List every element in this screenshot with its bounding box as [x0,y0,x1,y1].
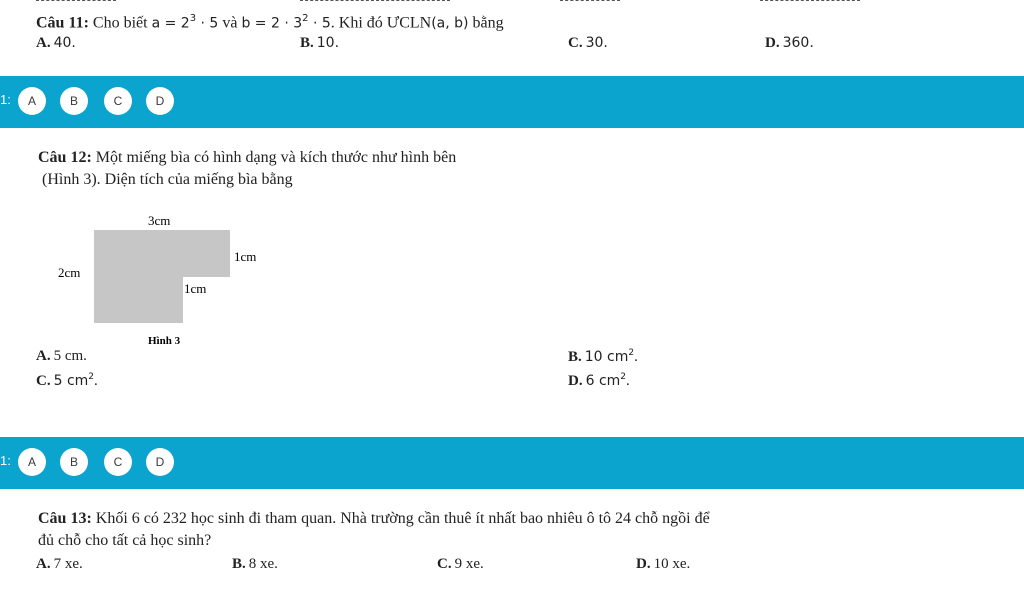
q12-option-c: C. 5 $cm^2$. [36,372,98,389]
figure-label-inner: 1cm [184,281,207,296]
q12-option-a: A. 5 cm. [36,348,87,364]
answer-choice-b[interactable]: B [60,448,88,476]
l-shape [94,230,230,323]
question-12-label: Câu 12: [38,149,92,166]
q11-option-d: D. 360. [765,35,814,51]
q12-option-d: D. 6 $cm^2$. [568,372,630,389]
figure-label-left: 2cm [58,265,81,280]
top-cutoff-line [36,0,116,4]
answer-choice-c[interactable]: C [104,448,132,476]
answer-choice-d[interactable]: D [146,448,174,476]
q12-option-b: B. 10 $cm^2$. [568,348,638,365]
figure-label-right: 1cm [234,249,257,264]
question-13-label: Câu 13: [38,510,92,527]
band-prefix: 1: [0,92,11,107]
top-cutoff-line [760,0,860,4]
question-13-line-1: Câu 13: Khối 6 có 232 học sinh đi tham quan. Nhà trường cần thuê ít nhất bao nhiêu ô tô 24 chỗ ngồi để [38,510,710,527]
answer-band-1 [0,76,1024,128]
q11-option-a: A. 40. [36,35,76,51]
figure-label-top: 3cm [148,213,171,228]
top-cutoff-line [300,0,450,4]
band-prefix: 1: [0,453,11,468]
q13-option-c: C. 9 xe. [437,556,484,572]
top-cutoff-line [560,0,620,4]
answer-choice-c[interactable]: C [104,87,132,115]
question-12-line-1: Câu 12: Một miếng bìa có hình dạng và kích thước như hình bên [38,149,457,166]
figure-caption: Hình 3 [148,335,181,347]
q11-option-b: B. 10. [300,35,340,51]
q13-option-b: B. 8 xe. [232,556,278,572]
question-11-text: Câu 11: Cho biết $a = 2^3 \cdot 5$ và $b = 2 \cdot 3^2 \cdot 5$. Khi đó ƯCLN(a, b) bằng [36,13,504,32]
answer-choice-a[interactable]: A [18,448,46,476]
answer-band-2 [0,437,1024,489]
question-13-line-2: đủ chỗ cho tất cả học sinh? [38,532,212,549]
answer-choice-d[interactable]: D [146,87,174,115]
question-11-label: Câu 11: [36,14,89,32]
figure-hinh-3 [40,205,300,350]
answer-choice-b[interactable]: B [60,87,88,115]
q13-option-a: A. 7 xe. [36,556,83,572]
answer-choice-a[interactable]: A [18,87,46,115]
q11-option-c: C. 30. [568,35,608,51]
question-12-line-2: (Hình 3). Diện tích của miếng bìa bằng [42,171,293,188]
q13-option-d: D. 10 xe. [636,556,691,572]
